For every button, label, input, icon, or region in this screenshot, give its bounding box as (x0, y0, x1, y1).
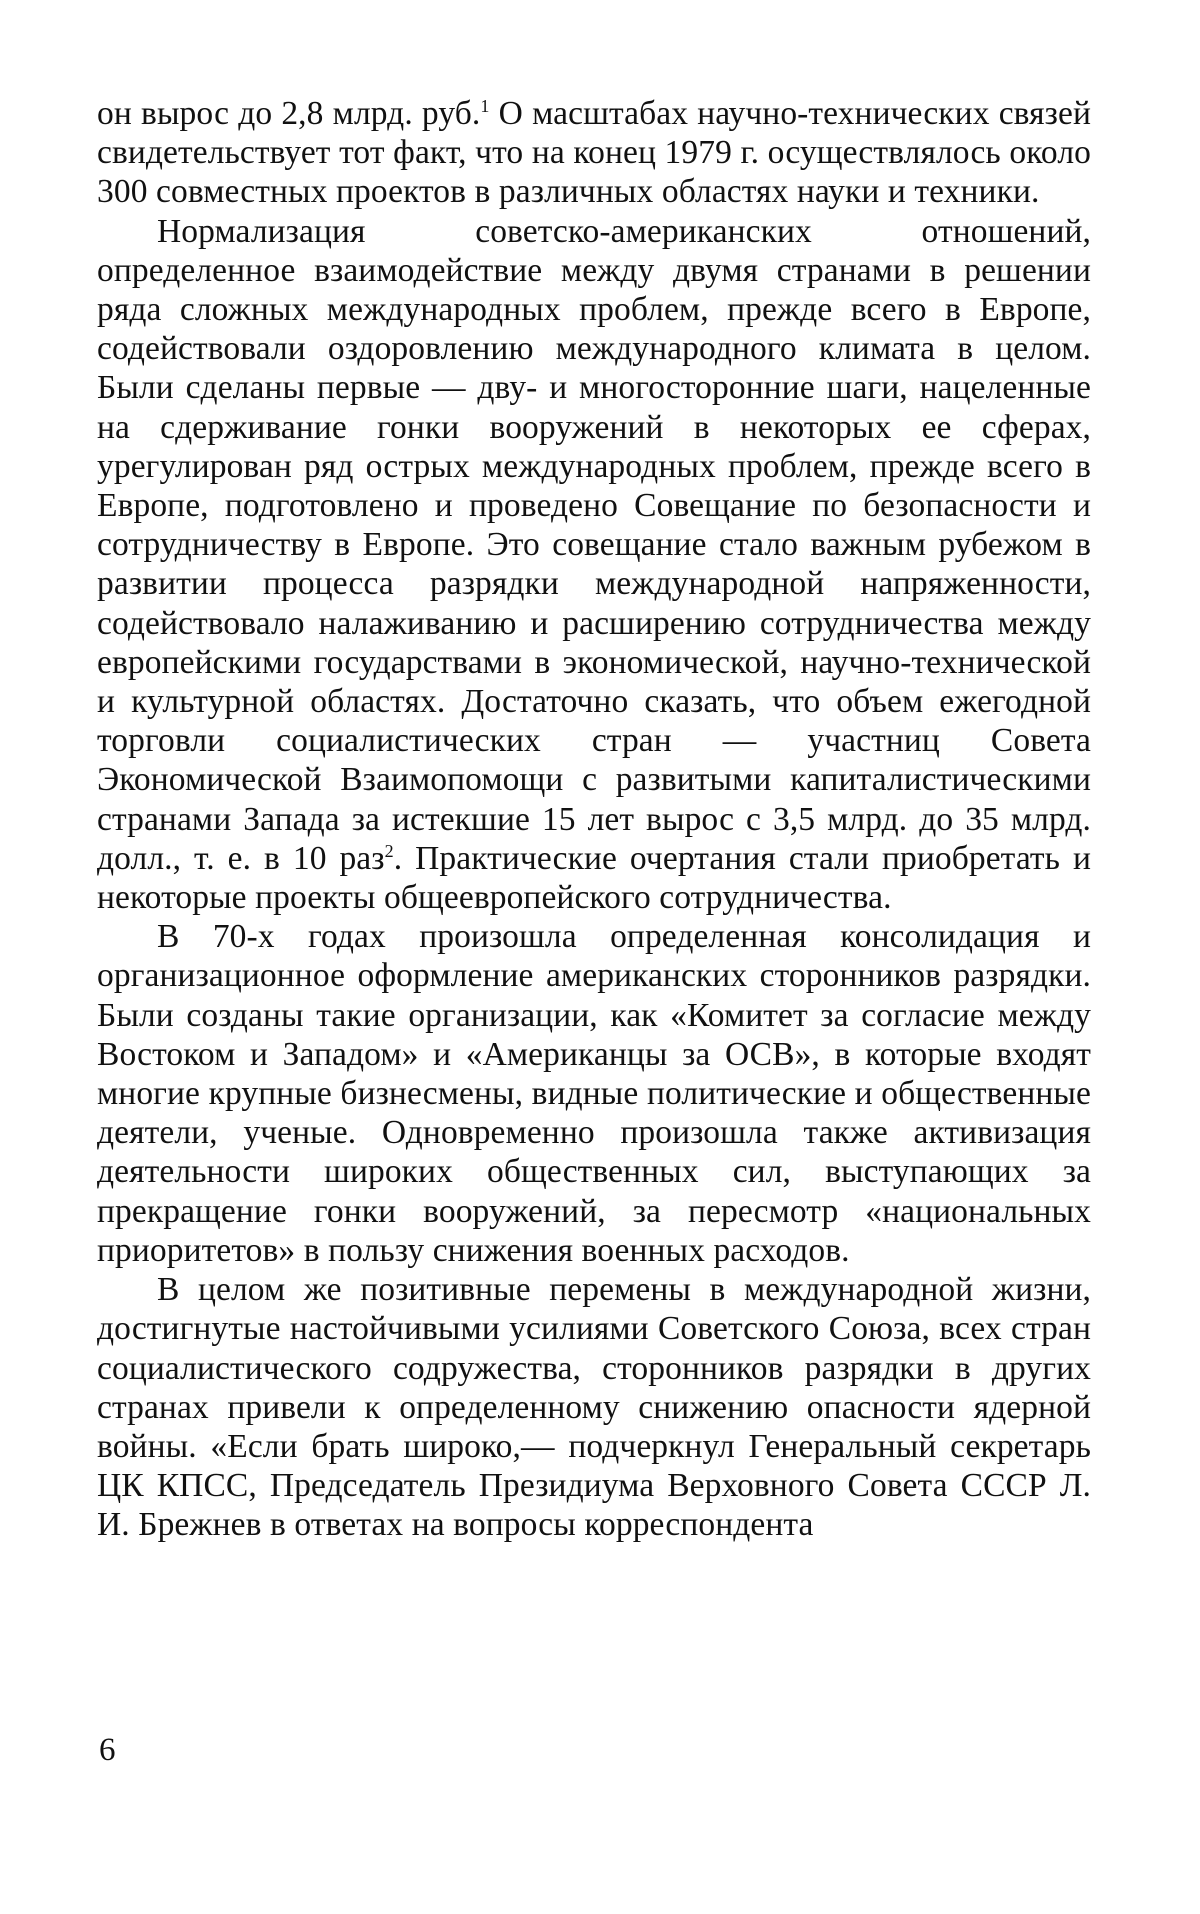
footnote-marker: 2 (384, 840, 394, 861)
footnote-marker: 1 (480, 95, 490, 116)
paragraph-text: Нормализация советско-американских отношений, определенное взаимодействие между двумя странами в решении ряда сложных международных проблем, прежде всего в Европе, содействовали оздоровлению международного климата в целом. Были сделаны первые — дву- и многосторонние шаги, нацеленные на сдерживание гонки вооружений в некоторых ее сферах, урегулирован ряд острых международных проблем, прежде всего в Европе, подготовлено и проведено Совещание по безопасности и сотрудничеству в Европе. Это совещание стало важным рубежом в развитии процесса разрядки международной напряженности, содействовало налаживанию и расширению сотрудничества между европейскими государствами в экономической, научно-технической и культурной областях. Достаточно сказать, что объем ежегодной торговли социалистических стран — участниц Совета Экономической Взаимопомощи с развитыми капиталистическими странами Запада за истекшие 15 лет вырос с 3,5 млрд. до 35 млрд. долл., т. е. в 10 раз (97, 212, 1091, 877)
paragraph-text: В целом же позитивные перемены в международной жизни, достигнутые настойчивыми усилиями Советского Союза, всех стран социалистического содружества, сторонников разрядки в других странах привели к определенному снижению опасности ядерной войны. «Если брать широко,— подчеркнул Генеральный секретарь ЦК КПСС, Председатель Президиума Верховного Совета СССР Л. И. Брежнев в ответах на вопросы корреспондента (97, 1271, 1091, 1544)
paragraph (97, 94, 1091, 212)
paragraph (97, 212, 1091, 918)
body-text (97, 94, 1091, 1545)
paragraph-text: О масштабах научно-технических связей свидетельствует тот факт, что на конец 1979 г. осуществлялось около 300 совместных проектов в различных областях науки и техники. (97, 95, 1091, 211)
paragraph-text: . Практические очертания стали приобретать и некоторые проекты общеевропейского сотрудничества. (97, 839, 1091, 917)
paragraph (97, 917, 1091, 1270)
page-number: 6 (99, 1732, 116, 1768)
paragraph (97, 1270, 1091, 1544)
paragraph-text: он вырос до 2,8 млрд. руб. (97, 95, 481, 132)
paragraph-text: В 70-х годах произошла определенная консолидация и организационное оформление американских сторонников разрядки. Были созданы такие организации, как «Комитет за согласие между Востоком и Западом» и «Американцы за ОСВ», в которые входят многие крупные бизнесмены, видные политические и общественные деятели, ученые. Одновременно произошла также активизация деятельности широких общественных сил, выступающих за прекращение гонки вооружений, за пересмотр «национальных приоритетов» в пользу снижения военных расходов. (97, 918, 1091, 1269)
